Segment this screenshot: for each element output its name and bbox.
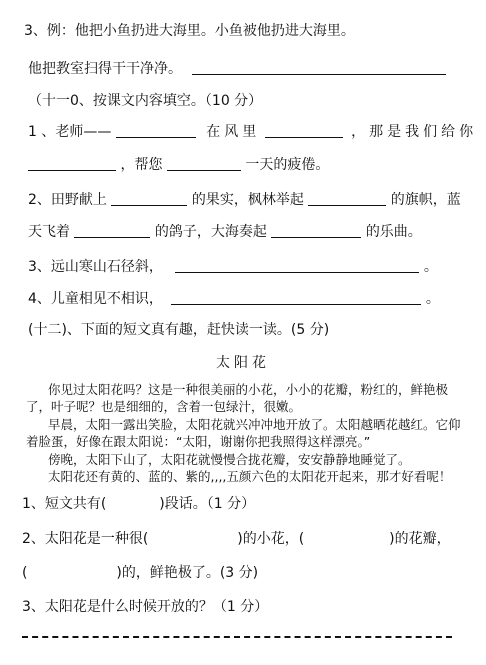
q-text: 1、短文共有( — [22, 496, 107, 512]
passage-paragraph-3: 傍晚，太阳下山了，太阳花就慢慢合拢花瓣，安安静静地睡觉了。 — [48, 452, 411, 467]
answer-blank[interactable] — [175, 258, 419, 273]
passage-paragraph-1a: 你见过太阳花吗？这是一种很美丽的小花，小小的花瓣，粉红的，鲜艳极 — [48, 382, 449, 397]
fill-text: 1 、老师—— — [28, 124, 112, 140]
rewrite-prompt: 他把教室扫得干干净净。 — [28, 61, 182, 77]
fill-text: 的乐曲。 — [365, 224, 422, 240]
fill-text: 天飞着 — [28, 224, 70, 240]
answer-blank[interactable] — [271, 223, 361, 238]
fill-text: 。 — [423, 259, 438, 275]
comprehension-q2-cont — [22, 564, 258, 582]
q-text: )段话。（1 分） — [159, 496, 256, 512]
answer-blank[interactable] — [74, 223, 150, 238]
answer-dashed-line[interactable] — [22, 636, 452, 638]
answer-blank[interactable] — [167, 156, 241, 171]
fill-text: 一天的疲倦。 — [245, 157, 330, 173]
passage-paragraph-1b: 了，叶子呢？也是细细的，含着一包绿汁，很嫩。 — [26, 399, 302, 414]
answer-blank[interactable] — [192, 60, 446, 75]
fill-text: ，那是我们给你 — [351, 124, 478, 140]
example-sentence — [24, 22, 355, 40]
fill-text: 在风里 — [206, 124, 261, 140]
fill-line-3 — [28, 191, 461, 209]
fill-line-5 — [28, 258, 438, 276]
q-text: 2、太阳花是一种很( — [22, 531, 149, 547]
answer-blank[interactable] — [116, 123, 196, 138]
passage-paragraph-4: 太阳花还有黄的、蓝的、紫的,,,,五颜六色的太阳花开起来，那才好看呢！ — [48, 469, 452, 484]
section-12-heading — [28, 321, 329, 339]
fill-text: 的果实，枫林举起 — [191, 192, 304, 208]
q-text: ( — [22, 565, 28, 581]
passage-paragraph-2a: 早晨，太阳一露出笑脸，太阳花就兴冲冲地开放了。太阳越晒花越红。它仰 — [48, 417, 461, 432]
answer-blank[interactable] — [171, 290, 421, 305]
rewrite-question — [28, 60, 446, 78]
q-text: )的花瓣， — [389, 531, 451, 547]
fill-text: 的鸽子，大海奏起 — [154, 224, 267, 240]
answer-blank[interactable] — [111, 191, 187, 206]
comprehension-q3 — [22, 598, 268, 616]
section-11-heading-text: （十一0、按课文内容填空。（10 分） — [28, 93, 263, 109]
fill-text: 2、田野献上 — [28, 192, 107, 208]
comprehension-q1 — [22, 495, 255, 513]
fill-text: 的旗帜，蓝 — [390, 192, 461, 208]
section-11-heading — [28, 92, 262, 110]
fill-line-4 — [28, 223, 422, 241]
q-text: )的小花，( — [237, 531, 305, 547]
fill-text: ，帮您 — [120, 157, 163, 173]
answer-blank[interactable] — [28, 156, 116, 171]
fill-text: 。 — [425, 291, 440, 307]
q-text: 3、太阳花是什么时候开放的？（1 分） — [22, 599, 269, 615]
fill-line-1 — [28, 123, 477, 141]
answer-blank[interactable] — [265, 123, 343, 138]
fill-text: 3、远山寒山石径斜， — [28, 259, 163, 275]
fill-text: 4、儿童相见不相识， — [28, 291, 163, 307]
answer-blank[interactable] — [308, 191, 386, 206]
fill-line-2 — [28, 156, 329, 174]
fill-line-6 — [28, 290, 440, 308]
comprehension-q2 — [22, 530, 451, 548]
passage-paragraph-2b: 着脸蛋，好像在跟太阳说：“太阳，谢谢你把我照得这样漂亮。” — [26, 434, 371, 449]
section-12-heading-text: (十二)、下面的短文真有趣，赶快读一读。(5 分) — [28, 322, 330, 338]
q-text: )的，鲜艳极了。(3 分) — [116, 565, 259, 581]
passage-title: 太阳花 — [216, 355, 270, 371]
example-text: 3、例：他把小鱼扔进大海里。小鱼被他扔进大海里。 — [24, 23, 355, 39]
